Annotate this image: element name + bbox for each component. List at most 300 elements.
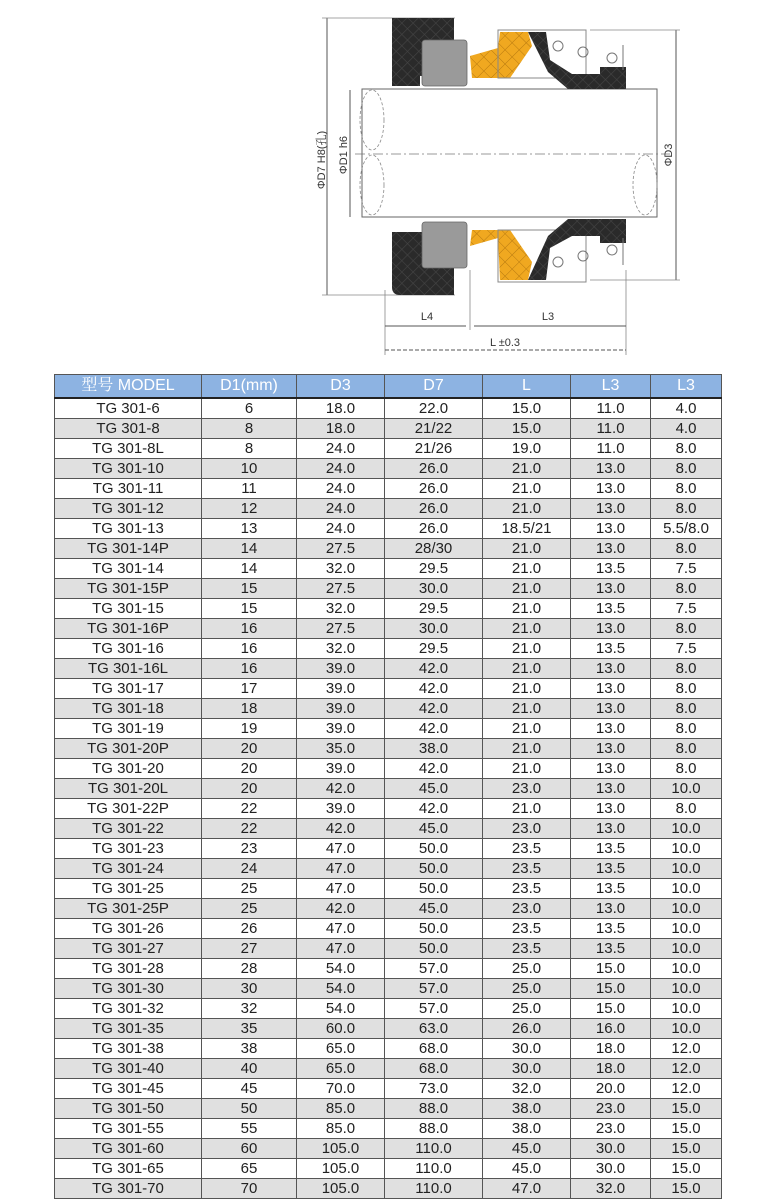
- cell-d3: 47.0: [297, 839, 385, 859]
- cell-model: TG 301-18: [55, 699, 202, 719]
- cell-l3-second: 4.0: [651, 419, 722, 439]
- cell-l3-second: 10.0: [651, 899, 722, 919]
- cell-model: TG 301-70: [55, 1179, 202, 1199]
- cell-l3: 23.0: [571, 1119, 651, 1139]
- cell-d7: 45.0: [385, 899, 483, 919]
- cell-d3: 39.0: [297, 799, 385, 819]
- cell-l: 38.0: [483, 1099, 571, 1119]
- cell-d1: 17: [202, 679, 297, 699]
- cell-model: TG 301-50: [55, 1099, 202, 1119]
- cell-d1: 35: [202, 1019, 297, 1039]
- cell-l: 25.0: [483, 959, 571, 979]
- cell-l: 23.5: [483, 859, 571, 879]
- cell-l3-second: 10.0: [651, 919, 722, 939]
- cell-d7: 45.0: [385, 779, 483, 799]
- cell-model: TG 301-30: [55, 979, 202, 999]
- seal-spec-table: [54, 374, 722, 1199]
- cell-l: 23.5: [483, 919, 571, 939]
- cell-l: 21.0: [483, 639, 571, 659]
- cell-model: TG 301-11: [55, 479, 202, 499]
- cell-l3-second: 10.0: [651, 779, 722, 799]
- cell-l: 18.5/21: [483, 519, 571, 539]
- table-row: [55, 719, 722, 739]
- cell-d1: 60: [202, 1139, 297, 1159]
- cell-l3: 15.0: [571, 999, 651, 1019]
- table-row: [55, 919, 722, 939]
- cell-l3-second: 10.0: [651, 879, 722, 899]
- cell-model: TG 301-65: [55, 1159, 202, 1179]
- cell-l3: 13.0: [571, 699, 651, 719]
- cell-d1: 40: [202, 1059, 297, 1079]
- cell-d7: 29.5: [385, 599, 483, 619]
- seal-cross-section-diagram: [300, 0, 700, 360]
- table-row: [55, 539, 722, 559]
- cell-d7: 29.5: [385, 559, 483, 579]
- cell-d3: 60.0: [297, 1019, 385, 1039]
- cell-l3: 13.0: [571, 579, 651, 599]
- table-row: [55, 519, 722, 539]
- table-row: [55, 679, 722, 699]
- cell-d1: 45: [202, 1079, 297, 1099]
- cell-d3: 27.5: [297, 619, 385, 639]
- d3-label: ΦD3: [663, 143, 675, 167]
- cell-l3: 13.5: [571, 639, 651, 659]
- col-header-d1: D1(mm): [202, 375, 297, 399]
- cell-model: TG 301-45: [55, 1079, 202, 1099]
- cell-l3-second: 8.0: [651, 739, 722, 759]
- cell-d3: 27.5: [297, 539, 385, 559]
- cell-l: 30.0: [483, 1039, 571, 1059]
- col-header-d3: D3: [297, 375, 385, 399]
- cell-d1: 32: [202, 999, 297, 1019]
- cell-d7: 45.0: [385, 819, 483, 839]
- table-row: [55, 1079, 722, 1099]
- cell-d1: 10: [202, 459, 297, 479]
- cell-l3-second: 8.0: [651, 719, 722, 739]
- table-row: [55, 398, 722, 419]
- cell-model: TG 301-20L: [55, 779, 202, 799]
- cell-d7: 26.0: [385, 519, 483, 539]
- cell-l3-second: 8.0: [651, 659, 722, 679]
- table-row: [55, 819, 722, 839]
- cell-model: TG 301-38: [55, 1039, 202, 1059]
- cell-d7: 42.0: [385, 659, 483, 679]
- cell-d1: 12: [202, 499, 297, 519]
- cell-l: 21.0: [483, 679, 571, 699]
- cell-l3-second: 10.0: [651, 1019, 722, 1039]
- cell-model: TG 301-25P: [55, 899, 202, 919]
- cell-model: TG 301-16: [55, 639, 202, 659]
- cell-l3-second: 8.0: [651, 479, 722, 499]
- cell-l3: 13.0: [571, 899, 651, 919]
- cell-d7: 42.0: [385, 719, 483, 739]
- cell-l3: 15.0: [571, 959, 651, 979]
- cell-model: TG 301-28: [55, 959, 202, 979]
- cell-d1: 14: [202, 539, 297, 559]
- cell-l3: 13.5: [571, 599, 651, 619]
- cell-d7: 30.0: [385, 579, 483, 599]
- cell-d1: 19: [202, 719, 297, 739]
- cell-l: 15.0: [483, 419, 571, 439]
- cell-l3: 30.0: [571, 1159, 651, 1179]
- cell-d3: 42.0: [297, 899, 385, 919]
- cell-l3: 13.0: [571, 499, 651, 519]
- cell-l: 23.0: [483, 819, 571, 839]
- cell-d1: 20: [202, 759, 297, 779]
- cell-d3: 105.0: [297, 1139, 385, 1159]
- table-row: [55, 959, 722, 979]
- cell-l3: 13.0: [571, 619, 651, 639]
- cell-model: TG 301-10: [55, 459, 202, 479]
- l4-label: L4: [420, 311, 434, 323]
- cell-l3-second: 10.0: [651, 939, 722, 959]
- stationary-seat-lower: [392, 222, 467, 295]
- cell-model: TG 301-8: [55, 419, 202, 439]
- cell-d7: 50.0: [385, 859, 483, 879]
- cell-d3: 70.0: [297, 1079, 385, 1099]
- cell-d1: 16: [202, 619, 297, 639]
- col-header-d7: D7: [385, 375, 483, 399]
- cell-d1: 28: [202, 959, 297, 979]
- cell-model: TG 301-13: [55, 519, 202, 539]
- cell-d1: 25: [202, 899, 297, 919]
- cell-d7: 50.0: [385, 919, 483, 939]
- cell-l3-second: 8.0: [651, 499, 722, 519]
- cell-l3-second: 8.0: [651, 699, 722, 719]
- cell-d3: 39.0: [297, 699, 385, 719]
- cell-d7: 42.0: [385, 799, 483, 819]
- cell-l: 21.0: [483, 539, 571, 559]
- table-row: [55, 839, 722, 859]
- cell-l3-second: 7.5: [651, 559, 722, 579]
- table-row: [55, 1159, 722, 1179]
- cell-l3-second: 8.0: [651, 759, 722, 779]
- cell-d1: 24: [202, 859, 297, 879]
- rotary-unit-lower: [470, 219, 626, 282]
- cell-l3-second: 4.0: [651, 398, 722, 419]
- cell-l: 21.0: [483, 499, 571, 519]
- cell-l3: 13.0: [571, 759, 651, 779]
- table-header-row: [55, 375, 722, 399]
- cell-l3: 16.0: [571, 1019, 651, 1039]
- cell-l: 23.0: [483, 779, 571, 799]
- cell-l3: 23.0: [571, 1099, 651, 1119]
- cell-model: TG 301-26: [55, 919, 202, 939]
- cell-d7: 88.0: [385, 1099, 483, 1119]
- cell-l3-second: 15.0: [651, 1099, 722, 1119]
- cell-d1: 65: [202, 1159, 297, 1179]
- cell-l3: 18.0: [571, 1059, 651, 1079]
- table-row: [55, 619, 722, 639]
- table-row: [55, 699, 722, 719]
- cell-l: 21.0: [483, 579, 571, 599]
- cell-d1: 25: [202, 879, 297, 899]
- cell-d7: 68.0: [385, 1039, 483, 1059]
- cell-d1: 16: [202, 639, 297, 659]
- table-row: [55, 1139, 722, 1159]
- cell-d1: 8: [202, 439, 297, 459]
- cell-l: 21.0: [483, 619, 571, 639]
- cell-d1: 55: [202, 1119, 297, 1139]
- cell-model: TG 301-22: [55, 819, 202, 839]
- cell-l: 30.0: [483, 1059, 571, 1079]
- cell-model: TG 301-27: [55, 939, 202, 959]
- cell-l3: 13.5: [571, 879, 651, 899]
- cell-l: 25.0: [483, 979, 571, 999]
- table-row: [55, 939, 722, 959]
- cell-l3: 13.0: [571, 519, 651, 539]
- cell-d7: 57.0: [385, 959, 483, 979]
- cell-d1: 6: [202, 398, 297, 419]
- cell-d3: 39.0: [297, 719, 385, 739]
- cell-d7: 57.0: [385, 999, 483, 1019]
- cell-l: 26.0: [483, 1019, 571, 1039]
- cell-model: TG 301-23: [55, 839, 202, 859]
- cell-d3: 18.0: [297, 398, 385, 419]
- cell-l: 21.0: [483, 719, 571, 739]
- table-row: [55, 899, 722, 919]
- cell-d7: 110.0: [385, 1179, 483, 1199]
- table-row: [55, 599, 722, 619]
- cell-d1: 15: [202, 599, 297, 619]
- cell-d7: 68.0: [385, 1059, 483, 1079]
- table-row: [55, 1119, 722, 1139]
- table-row: [55, 459, 722, 479]
- table-row: [55, 979, 722, 999]
- cell-l3-second: 12.0: [651, 1079, 722, 1099]
- cell-l: 21.0: [483, 699, 571, 719]
- cell-model: TG 301-17: [55, 679, 202, 699]
- table-body: [55, 398, 722, 1199]
- cell-l3-second: 15.0: [651, 1139, 722, 1159]
- table-row: [55, 1099, 722, 1119]
- cell-d3: 32.0: [297, 599, 385, 619]
- cell-l: 32.0: [483, 1079, 571, 1099]
- col-header-l: L: [483, 375, 571, 399]
- cell-l3: 13.5: [571, 859, 651, 879]
- cell-l3-second: 8.0: [651, 459, 722, 479]
- cell-model: TG 301-60: [55, 1139, 202, 1159]
- cell-l3: 18.0: [571, 1039, 651, 1059]
- cell-d3: 32.0: [297, 639, 385, 659]
- cell-model: TG 301-35: [55, 1019, 202, 1039]
- cell-l3: 13.5: [571, 919, 651, 939]
- cell-l3: 20.0: [571, 1079, 651, 1099]
- d7-label: ΦD7 H8(孔): [316, 130, 328, 190]
- cell-d7: 57.0: [385, 979, 483, 999]
- cell-l3: 30.0: [571, 1139, 651, 1159]
- col-header-model: 型号 MODEL: [55, 375, 202, 399]
- table-row: [55, 419, 722, 439]
- table-row: [55, 559, 722, 579]
- cell-d7: 73.0: [385, 1079, 483, 1099]
- table-row: [55, 879, 722, 899]
- cell-d7: 28/30: [385, 539, 483, 559]
- cell-l: 21.0: [483, 739, 571, 759]
- cell-model: TG 301-16L: [55, 659, 202, 679]
- l-label: L ±0.3: [489, 337, 521, 349]
- cell-l: 23.5: [483, 879, 571, 899]
- cell-l3: 11.0: [571, 419, 651, 439]
- cell-d3: 18.0: [297, 419, 385, 439]
- cell-l3: 13.0: [571, 779, 651, 799]
- cell-d3: 24.0: [297, 479, 385, 499]
- cell-d3: 39.0: [297, 659, 385, 679]
- cell-d3: 24.0: [297, 439, 385, 459]
- table-row: [55, 659, 722, 679]
- cell-d7: 42.0: [385, 759, 483, 779]
- table-row: [55, 999, 722, 1019]
- cell-l3: 13.0: [571, 539, 651, 559]
- cell-l3-second: 7.5: [651, 639, 722, 659]
- cell-d7: 30.0: [385, 619, 483, 639]
- cell-l: 45.0: [483, 1159, 571, 1179]
- cell-d1: 14: [202, 559, 297, 579]
- l3-label: L3: [541, 311, 555, 323]
- cell-l3-second: 8.0: [651, 619, 722, 639]
- cell-d1: 20: [202, 779, 297, 799]
- stationary-seat-upper: [392, 18, 467, 86]
- cell-d3: 24.0: [297, 519, 385, 539]
- cell-d1: 27: [202, 939, 297, 959]
- cell-l: 21.0: [483, 659, 571, 679]
- cell-l: 21.0: [483, 479, 571, 499]
- cell-l3-second: 15.0: [651, 1179, 722, 1199]
- d1-label: ΦD1 h6: [338, 135, 350, 175]
- cell-l3-second: 5.5/8.0: [651, 519, 722, 539]
- cell-d3: 54.0: [297, 979, 385, 999]
- cell-model: TG 301-55: [55, 1119, 202, 1139]
- cell-d3: 105.0: [297, 1159, 385, 1179]
- cell-l: 45.0: [483, 1139, 571, 1159]
- table-row: [55, 779, 722, 799]
- cell-l3: 15.0: [571, 979, 651, 999]
- cell-l3-second: 10.0: [651, 819, 722, 839]
- cell-l3-second: 10.0: [651, 839, 722, 859]
- cell-d7: 38.0: [385, 739, 483, 759]
- cell-d7: 63.0: [385, 1019, 483, 1039]
- cell-l3-second: 7.5: [651, 599, 722, 619]
- cell-l: 19.0: [483, 439, 571, 459]
- cell-l3: 13.5: [571, 559, 651, 579]
- cell-l: 47.0: [483, 1179, 571, 1199]
- cell-d1: 26: [202, 919, 297, 939]
- cell-d3: 47.0: [297, 879, 385, 899]
- cell-model: TG 301-8L: [55, 439, 202, 459]
- cell-d7: 50.0: [385, 939, 483, 959]
- cell-l3-second: 10.0: [651, 859, 722, 879]
- cell-model: TG 301-20: [55, 759, 202, 779]
- cell-d1: 11: [202, 479, 297, 499]
- cell-d1: 50: [202, 1099, 297, 1119]
- cell-l: 21.0: [483, 759, 571, 779]
- cell-d1: 38: [202, 1039, 297, 1059]
- table-row: [55, 1039, 722, 1059]
- cell-l: 23.5: [483, 939, 571, 959]
- cell-l: 21.0: [483, 559, 571, 579]
- cell-l3: 13.0: [571, 819, 651, 839]
- cell-d3: 42.0: [297, 819, 385, 839]
- cell-l: 25.0: [483, 999, 571, 1019]
- cell-model: TG 301-16P: [55, 619, 202, 639]
- cell-l: 21.0: [483, 459, 571, 479]
- cell-l3: 13.0: [571, 659, 651, 679]
- cell-d3: 54.0: [297, 999, 385, 1019]
- cell-d3: 27.5: [297, 579, 385, 599]
- col-header-l3: L3: [571, 375, 651, 399]
- cell-model: TG 301-14: [55, 559, 202, 579]
- table-row: [55, 759, 722, 779]
- cell-model: TG 301-15: [55, 599, 202, 619]
- cell-l3: 13.0: [571, 739, 651, 759]
- cell-d3: 42.0: [297, 779, 385, 799]
- table-row: [55, 479, 722, 499]
- cell-d7: 26.0: [385, 479, 483, 499]
- cell-model: TG 301-19: [55, 719, 202, 739]
- cell-l3-second: 8.0: [651, 679, 722, 699]
- cell-d1: 13: [202, 519, 297, 539]
- cell-d3: 105.0: [297, 1179, 385, 1199]
- cell-l3: 13.0: [571, 679, 651, 699]
- cell-d7: 26.0: [385, 459, 483, 479]
- table-row: [55, 1059, 722, 1079]
- cell-d1: 20: [202, 739, 297, 759]
- cell-d1: 18: [202, 699, 297, 719]
- cell-l3-second: 8.0: [651, 439, 722, 459]
- table-row: [55, 799, 722, 819]
- cell-d3: 39.0: [297, 759, 385, 779]
- cell-l3-second: 8.0: [651, 799, 722, 819]
- cell-d3: 35.0: [297, 739, 385, 759]
- cell-d3: 47.0: [297, 859, 385, 879]
- cell-model: TG 301-40: [55, 1059, 202, 1079]
- cell-l3-second: 10.0: [651, 999, 722, 1019]
- cell-l3-second: 12.0: [651, 1059, 722, 1079]
- cell-model: TG 301-15P: [55, 579, 202, 599]
- cell-d3: 54.0: [297, 959, 385, 979]
- cell-l3-second: 10.0: [651, 979, 722, 999]
- cell-l: 38.0: [483, 1119, 571, 1139]
- cell-model: TG 301-6: [55, 398, 202, 419]
- cell-d7: 88.0: [385, 1119, 483, 1139]
- cell-l: 21.0: [483, 599, 571, 619]
- cell-model: TG 301-22P: [55, 799, 202, 819]
- cell-d1: 15: [202, 579, 297, 599]
- cell-l3-second: 10.0: [651, 959, 722, 979]
- cell-d7: 22.0: [385, 398, 483, 419]
- cell-d3: 24.0: [297, 459, 385, 479]
- cell-d3: 65.0: [297, 1039, 385, 1059]
- cell-l3-second: 12.0: [651, 1039, 722, 1059]
- cell-l3: 13.0: [571, 459, 651, 479]
- cell-d1: 22: [202, 819, 297, 839]
- table-row: [55, 439, 722, 459]
- table-row: [55, 859, 722, 879]
- d1-dimension: [338, 90, 350, 217]
- cell-model: TG 301-20P: [55, 739, 202, 759]
- table-row: [55, 499, 722, 519]
- cell-d3: 85.0: [297, 1099, 385, 1119]
- cell-d7: 21/26: [385, 439, 483, 459]
- cell-d3: 39.0: [297, 679, 385, 699]
- cell-d1: 22: [202, 799, 297, 819]
- cell-l3: 13.5: [571, 939, 651, 959]
- cell-model: TG 301-12: [55, 499, 202, 519]
- cell-d3: 47.0: [297, 919, 385, 939]
- cell-l3: 11.0: [571, 398, 651, 419]
- col-header-l3-second: L3: [651, 375, 722, 399]
- cell-d7: 29.5: [385, 639, 483, 659]
